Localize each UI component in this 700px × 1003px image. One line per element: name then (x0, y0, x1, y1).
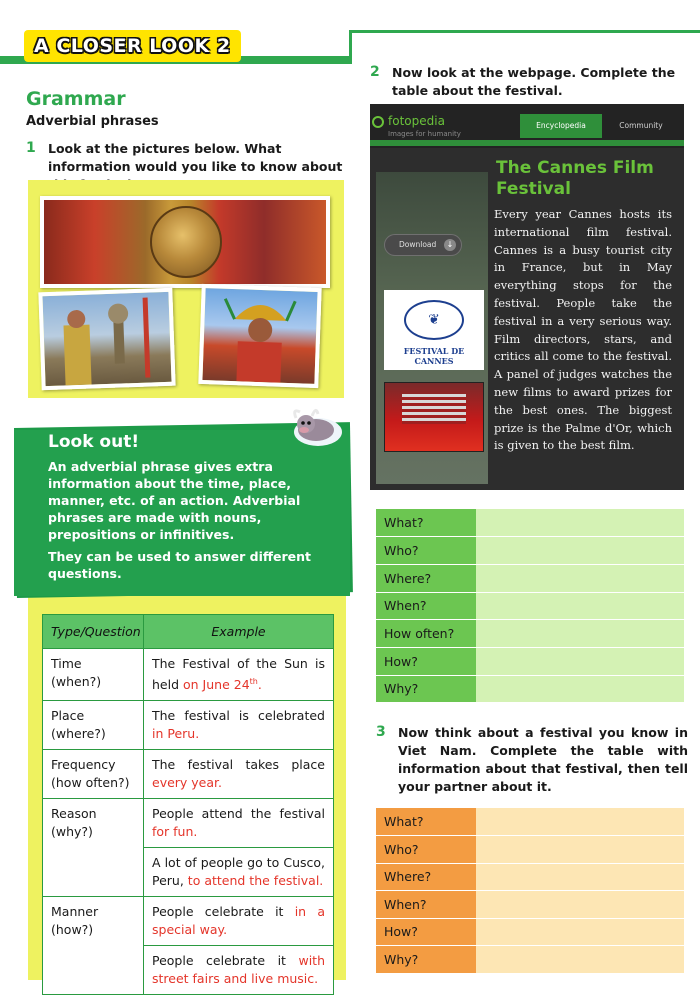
table-row (376, 918, 684, 946)
question-cell: What? (376, 509, 476, 537)
answer-cell[interactable] (476, 946, 684, 974)
table-row (43, 897, 334, 946)
table-row (376, 836, 684, 864)
type-cell: Reason (why?) (43, 799, 144, 897)
table-row (43, 750, 334, 799)
buffalo-mascot-icon (282, 402, 346, 450)
example-cell (144, 701, 334, 750)
question-cell: Why? (376, 946, 476, 974)
example-cell (144, 750, 334, 799)
question-cell: When? (376, 592, 476, 620)
answer-cell[interactable] (476, 537, 684, 565)
example-highlight-tail: . (257, 677, 262, 693)
download-button[interactable]: Download (384, 234, 462, 256)
example-text: People attend the festival (152, 806, 325, 822)
example-highlight-text: on June 24 (183, 677, 250, 693)
answer-cell[interactable] (476, 891, 684, 919)
section-subheading: Adverbial phrases (26, 114, 159, 129)
lookout-note: They can be used to answer different questions. (48, 549, 311, 581)
example-text: The festival takes place (152, 757, 325, 773)
example-text: People celebrate it (152, 904, 295, 920)
answer-cell[interactable] (476, 564, 684, 592)
example-highlight: in a special way. (152, 904, 326, 938)
table-header: Example (144, 615, 334, 649)
example-highlight: to attend the festival. (187, 873, 324, 889)
table-row (376, 564, 684, 592)
webpage-logo: fotopedia (388, 114, 445, 128)
exercise-instruction: Now look at the webpage. Complete the table about the festival. (392, 65, 676, 98)
table-row (376, 509, 684, 537)
question-cell: How? (376, 647, 476, 675)
tab-encyclopedia[interactable]: Encyclopedia (520, 114, 602, 138)
table-row (376, 537, 684, 565)
exercise-number: 1 (26, 140, 36, 156)
download-icon: ↓ (444, 239, 456, 251)
question-cell: Where? (376, 863, 476, 891)
example-superscript: th (249, 677, 258, 686)
header-right-line (350, 30, 700, 33)
table-row (376, 863, 684, 891)
example-highlight: every year. (152, 775, 223, 791)
type-cell: Time (when?) (43, 649, 144, 701)
table-header: Type/Question (43, 615, 144, 649)
table-row (376, 675, 684, 703)
example-cell (144, 848, 334, 897)
answer-cell[interactable] (476, 836, 684, 864)
table-row (376, 592, 684, 620)
feathered-headdress-photo (198, 284, 321, 388)
example-text: A lot of people go to Cusco, Peru, (152, 855, 325, 889)
example-highlight: in Peru. (152, 726, 200, 742)
question-cell: How often? (376, 620, 476, 648)
exercise-number: 2 (370, 64, 380, 80)
lookout-title: Look out! (48, 432, 140, 452)
type-cell: Frequency (how often?) (43, 750, 144, 799)
answer-cell[interactable] (476, 863, 684, 891)
question-cell: What? (376, 808, 476, 836)
question-cell: Where? (376, 564, 476, 592)
type-cell: Place (where?) (43, 701, 144, 750)
sun-disc-image (150, 206, 222, 278)
table-row (376, 647, 684, 675)
table-row (43, 701, 334, 750)
example-text: People celebrate it (152, 953, 299, 969)
question-cell: Why? (376, 675, 476, 703)
example-cell (144, 649, 334, 701)
page-title: A CLOSER LOOK 2 (24, 30, 241, 62)
example-cell (144, 897, 334, 946)
example-text: The Festival of the Sun is held (152, 656, 325, 693)
answer-cell[interactable] (476, 620, 684, 648)
red-carpet-steps (402, 394, 466, 424)
tab-community[interactable]: Community (619, 121, 663, 130)
type-cell: Manner (how?) (43, 897, 144, 995)
example-cell (144, 946, 334, 995)
example-text: The festival is celebrated (152, 708, 325, 724)
webpage-accent-bar (370, 140, 684, 146)
answer-cell[interactable] (476, 918, 684, 946)
table-row (376, 891, 684, 919)
webpage-tagline: Images for humanity (388, 130, 461, 138)
inca-king-photo (38, 288, 175, 391)
table-row (376, 946, 684, 974)
question-cell: How? (376, 918, 476, 946)
festival-info-table (376, 509, 684, 703)
article-title: The Cannes Film Festival (496, 158, 654, 199)
cannes-logo-caption: FESTIVAL DE CANNES (403, 346, 465, 366)
table-row (43, 649, 334, 701)
example-highlight: for fun. (152, 824, 198, 840)
answer-cell[interactable] (476, 675, 684, 703)
palm-leaf-icon: ❦ (428, 312, 440, 328)
question-cell: Who? (376, 537, 476, 565)
answer-cell[interactable] (476, 592, 684, 620)
exercise-number: 3 (376, 724, 386, 740)
grammar-table (42, 614, 334, 995)
answer-cell[interactable] (476, 808, 684, 836)
article-body: Every year Cannes hosts its international film festival. Cannes is a busy tourist city in France, but in May everything stops for the festival. People take the festival in a very serious way. Film directors, stars, and critics all come to the festival. A panel of judges watches the new films to award prizes for the best ones. The biggest prize is the Palme d'Or, which is given to the best film. (494, 207, 672, 453)
table-row (43, 799, 334, 848)
question-cell: Who? (376, 836, 476, 864)
table-row (376, 808, 684, 836)
lookout-definition: An adverbial phrase gives extra information about the time, place, manner, etc. of an action. Adverbial phrases are made with nouns, prepositions or infinitives. (48, 459, 301, 542)
example-highlight (183, 677, 262, 692)
example-highlight: with street fairs and live music. (152, 953, 325, 987)
answer-cell[interactable] (476, 509, 684, 537)
header-divider (349, 30, 352, 64)
question-cell: When? (376, 891, 476, 919)
example-cell (144, 799, 334, 848)
exercise-instruction: Now think about a festival you know in Viet Nam. Complete the table with information about that festival, then tell your partner about it. (398, 725, 688, 794)
fotopedia-logo-icon (372, 116, 384, 128)
table-row (376, 620, 684, 648)
exercise-instruction: Look at the pictures below. What information would you like to know about (48, 141, 343, 174)
section-title: Grammar (26, 88, 126, 110)
vietnam-festival-table (376, 808, 684, 974)
answer-cell[interactable] (476, 647, 684, 675)
